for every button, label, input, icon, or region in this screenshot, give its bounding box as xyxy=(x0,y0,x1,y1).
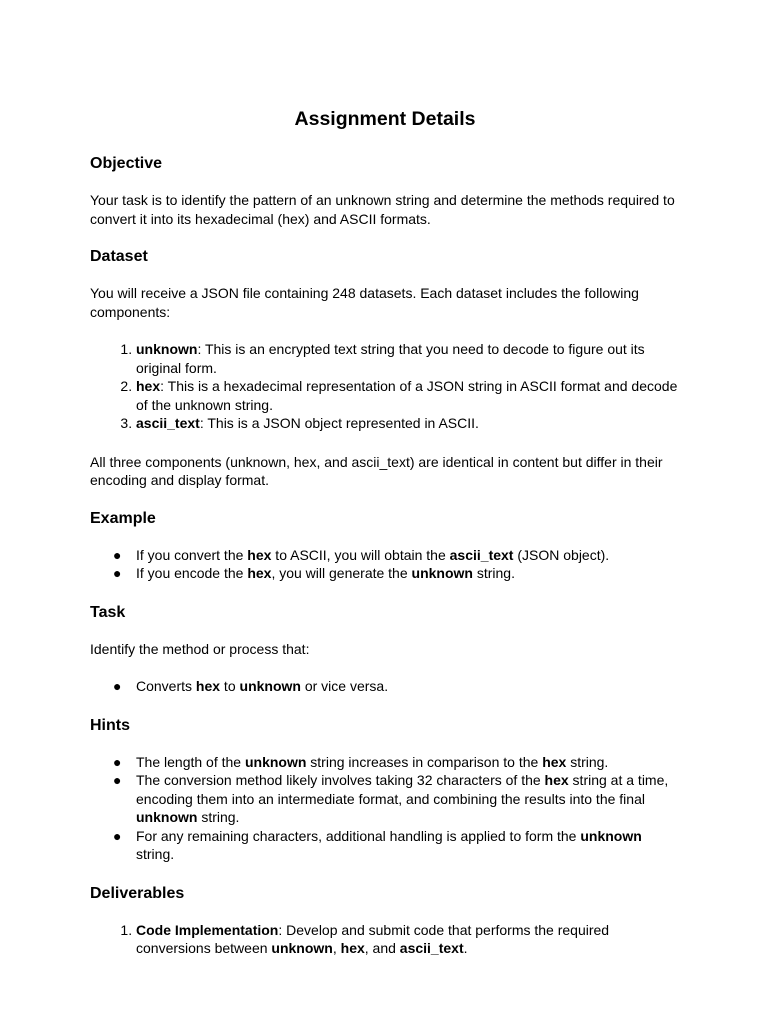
hints-heading: Hints xyxy=(90,716,130,734)
bullet-icon: ● xyxy=(113,546,122,563)
list-item: ● The length of the unknown string increases in comparison to the hex string. xyxy=(113,753,609,770)
list-item: ● If you encode the hex, you will generate the unknown string. xyxy=(113,565,515,581)
list-item: ● Converts hex to unknown or vice versa. xyxy=(113,678,389,694)
term-hex: hex xyxy=(136,378,161,394)
list-item: ● If you convert the hex to ASCII, you will obtain the ascii_text (JSON object). xyxy=(113,546,610,563)
item-text: : This is a JSON object represented in ASCII. xyxy=(199,415,479,431)
example-list xyxy=(90,546,680,583)
task-heading: Task xyxy=(90,603,126,621)
deliverables-heading: Deliverables xyxy=(90,884,185,902)
objective-heading: Objective xyxy=(90,155,163,172)
list-item xyxy=(136,340,680,377)
list-item: ● For any remaining characters, additional handling is applied to form the unknown string. xyxy=(113,827,642,862)
list-item: ● The conversion method likely involves taking 32 characters of the hex string at a time, encoding them into an intermediate format, and combining the results into the final unknown string. xyxy=(113,772,669,825)
example-heading: Example xyxy=(90,509,156,527)
task-list xyxy=(90,677,680,696)
dataset-components-list xyxy=(90,340,680,433)
term-ascii-text: ascii_text xyxy=(136,415,200,431)
dataset-summary: All three components (unknown, hex, and ascii_text) are identical in content but differ in their encoding and display format. xyxy=(90,453,663,488)
list-item xyxy=(136,414,680,433)
dataset-intro: You will receive a JSON file containing 248 datasets. Each dataset includes the following components: xyxy=(90,285,639,320)
page-title: Assignment Details xyxy=(294,108,476,130)
item-text: : This is an encrypted text string that you need to decode to figure out its original form. xyxy=(136,341,645,376)
dataset-heading: Dataset xyxy=(90,248,148,265)
deliverables-list xyxy=(90,921,680,958)
item-text: : This is a hexadecimal representation of a JSON string in ASCII format and decode of the unknown string. xyxy=(136,378,678,413)
list-item xyxy=(136,377,680,414)
term-unknown: unknown xyxy=(136,341,198,357)
objective-text: Your task is to identify the pattern of an unknown string and determine the methods required to convert it into its hexadecimal (hex) and ASCII formats. xyxy=(90,192,675,227)
hints-list xyxy=(90,753,680,864)
bullet-icon: ● xyxy=(113,678,122,694)
task-intro: Identify the method or process that: xyxy=(90,640,310,657)
bullet-icon: ● xyxy=(113,753,122,770)
bullet-icon: ● xyxy=(113,772,122,788)
bullet-icon: ● xyxy=(113,827,122,844)
list-item: 1. Code Implementation: Develop and submit code that performs the required conversions between unknown, hex, and ascii_text. xyxy=(136,921,680,958)
bullet-icon: ● xyxy=(113,565,122,581)
